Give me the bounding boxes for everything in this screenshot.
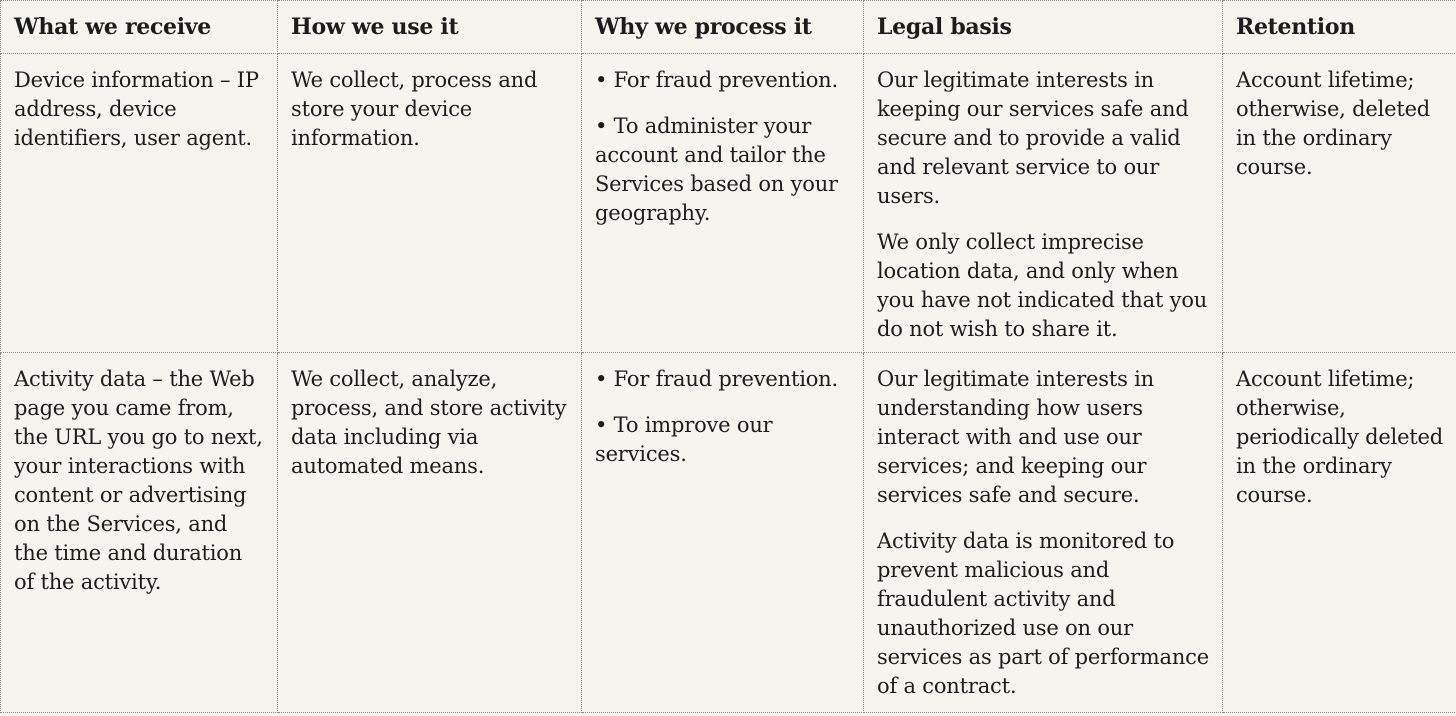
use-text: We collect, analyze, process, and store activity data including via automated means. (291, 367, 567, 478)
cell-legal-basis (864, 54, 1223, 353)
retention-text: Account lifetime; otherwise, periodically deleted in the ordinary course. (1236, 367, 1444, 507)
cell-how-we-use-it (278, 353, 582, 713)
use-text: We collect, process and store your device information. (291, 68, 538, 150)
cell-retention (1223, 54, 1456, 353)
table-header-row (1, 1, 1456, 54)
why-bullet: • For fraud prevention. (595, 66, 853, 95)
why-bullet: • To administer your account and tailor the Services based on your geography. (595, 112, 853, 228)
legal-paragraph: Activity data is monitored to prevent malicious and fraudulent activity and unauthorized use on our services as part of performance of a contract. (877, 529, 1209, 698)
cell-how-we-use-it (278, 54, 582, 353)
why-bullet: • To improve our services. (595, 411, 853, 469)
table-row (1, 54, 1456, 353)
cell-what-we-receive (1, 353, 278, 713)
cell-retention (1223, 353, 1456, 713)
cell-what-we-receive (1, 54, 278, 353)
table-row (1, 353, 1456, 713)
cell-legal-basis (864, 353, 1223, 713)
header-retention: Retention (1223, 1, 1456, 54)
cell-why-we-process-it (582, 353, 864, 713)
cell-why-we-process-it (582, 54, 864, 353)
receive-text: Device information – IP address, device identifiers, user agent. (14, 68, 259, 150)
header-legal-basis: Legal basis (864, 1, 1223, 54)
retention-text: Account lifetime; otherwise, deleted in the ordinary course. (1236, 68, 1431, 179)
legal-paragraph: We only collect imprecise location data, and only when you have not indicated that you do not wish to share it. (877, 230, 1208, 341)
receive-text: Activity data – the Web page you came from, the URL you go to next, your interactions with content or advertising on the Services, and the time and duration of the activity. (14, 367, 263, 594)
why-bullet: • For fraud prevention. (595, 365, 853, 394)
legal-paragraph: Our legitimate interests in keeping our services safe and secure and to provide a valid and relevant service to our users. (877, 68, 1189, 208)
header-why-we-process-it: Why we process it (582, 1, 864, 54)
legal-paragraph: Our legitimate interests in understanding how users interact with and use our services; and keeping our services safe and secure. (877, 367, 1154, 507)
header-how-we-use-it: How we use it (278, 1, 582, 54)
header-what-we-receive: What we receive (1, 1, 278, 54)
